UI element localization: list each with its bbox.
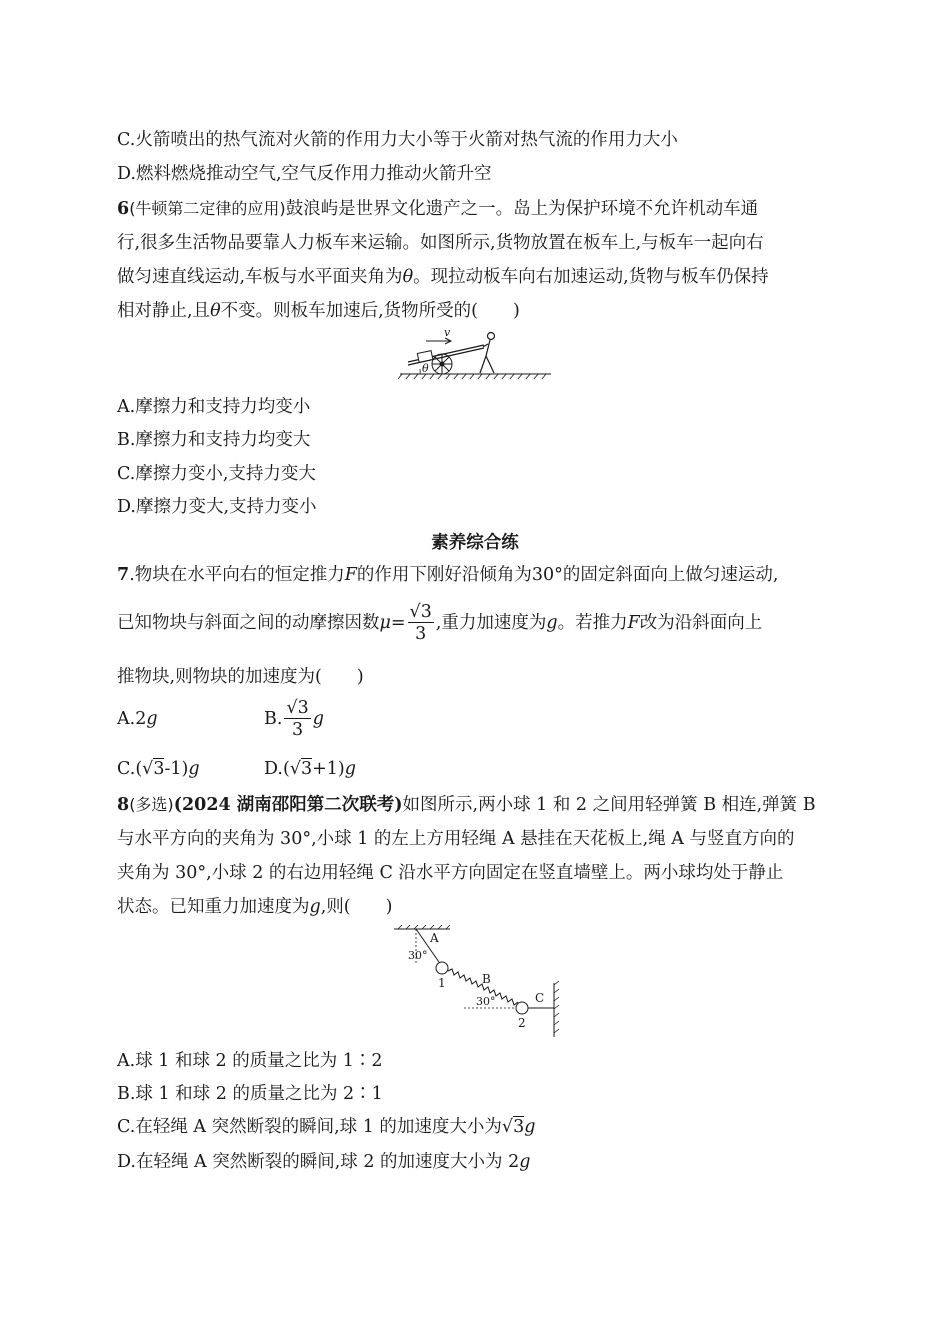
label-a: A — [430, 931, 439, 945]
cargo-box — [417, 351, 433, 363]
q8-option-a: A.球 1 和球 2 的质量之比为 1∶2 — [117, 1051, 383, 1071]
q7-force: F — [627, 613, 640, 633]
q6-text: 做匀速直线运动,车板与水平面夹角为 — [117, 267, 403, 287]
q8-option-d — [117, 1150, 530, 1174]
q8-text: 状态。已知重力加速度为 — [117, 897, 310, 917]
q7-text: ,重力加速度为 — [435, 613, 547, 633]
q6-stem-line4 — [117, 299, 520, 323]
wall — [554, 981, 559, 1037]
q6-option-b: B.摩擦力和支持力均变大 — [117, 430, 311, 450]
q6-text: 。现拉动板车向右加速运动,货物与板车仍保持 — [413, 267, 769, 287]
q6-text: 鼓浪屿是世界文化遗产之一。岛上为保护环境不允许机动车通 — [285, 199, 759, 219]
q8-g: g — [519, 1152, 531, 1172]
q7-equals: = — [390, 613, 406, 633]
q6-number: 6 — [117, 199, 130, 219]
q8-text: 如图所示,两小球 1 和 2 之间用轻弹簧 B 相连,弹簧 B — [402, 795, 816, 815]
q6-cart-figure — [398, 326, 553, 381]
q6-option-a: A.摩擦力和支持力均变小 — [117, 397, 311, 417]
velocity-label: v — [444, 326, 451, 339]
q7-opt-b-fraction — [284, 698, 310, 741]
radical-sign: √ — [286, 698, 298, 718]
q8-option-c — [117, 1115, 535, 1139]
theta-label: θ — [422, 362, 429, 375]
q6-theta: θ — [210, 301, 221, 321]
q7-opt-b-num: 3 — [297, 698, 309, 718]
q8-stem-line3: 夹角为 30°,小球 2 的右边用轻绳 C 沿水平方向固定在竖直墙壁上。两小球均处于静止 — [117, 863, 784, 883]
q6-text: 不变。则板车加速后,货物所受的( ) — [220, 301, 520, 321]
q7-opt-b-den: 3 — [292, 720, 304, 740]
q7-mu: μ — [379, 613, 391, 633]
q6-theta: θ — [402, 267, 414, 287]
ground — [398, 374, 551, 379]
q6-option-c: C.摩擦力变小,支持力变大 — [117, 464, 316, 484]
q7-text: 。若推力 — [557, 613, 628, 633]
q8-option-b: B.球 1 和球 2 的质量之比为 2∶1 — [117, 1084, 383, 1104]
q8-stem-line2: 与水平方向的夹角为 30°,小球 1 的左上方用轻绳 A 悬挂在天花板上,绳 A 与竖直方向的 — [117, 829, 795, 849]
q8-number: 8 — [117, 795, 130, 815]
label-c: C — [535, 991, 545, 1005]
angle-top-label: 30° — [408, 949, 428, 962]
q7-stem-line3: 推物块,则物块的加速度为( ) — [117, 667, 364, 687]
q7-text: 的作用下刚好沿倾角为30°的固定斜面向上做匀速运动, — [356, 565, 779, 585]
ceiling — [394, 925, 450, 929]
q7-opt-c-text: C.( — [117, 759, 143, 779]
q8-spring-figure — [392, 925, 562, 1040]
q7-text: 改为沿斜面向上 — [639, 613, 763, 633]
angle-bottom-label: 30° — [476, 995, 496, 1008]
q7-option-d — [264, 757, 356, 781]
q5-option-d: D.燃料燃烧推动空气,空气反作用力推动火箭升空 — [117, 164, 492, 184]
ball-1 — [436, 962, 448, 974]
q7-opt-a-text: A.2 — [117, 709, 147, 729]
q7-frac-num: 3 — [420, 602, 432, 622]
q8-opt-c-rad: 3 — [513, 1117, 525, 1137]
ball-2 — [516, 1002, 528, 1014]
q7-g: g — [146, 709, 158, 729]
section-heading: 素养综合练 — [431, 533, 519, 553]
radical-sign: √ — [501, 1117, 514, 1137]
q6-stem-line2: 行,很多生活物品要靠人力板车来运输。如图所示,货物放置在板车上,与板车一起向右 — [117, 233, 764, 253]
q8-stem-line1 — [117, 793, 816, 817]
q7-g: g — [344, 759, 356, 779]
cart-wheel — [432, 354, 452, 374]
q7-force: F — [344, 565, 357, 585]
q6-stem-line3 — [117, 265, 769, 289]
q8-g: g — [524, 1117, 536, 1137]
q7-g: g — [546, 613, 558, 633]
person-pulling — [480, 333, 495, 374]
q7-text: .物块在水平向右的恒定推力 — [129, 565, 345, 585]
q6-text: 相对静止,且 — [117, 301, 211, 321]
q8-stem-line4 — [117, 895, 392, 919]
q7-opt-b-text: B. — [264, 709, 283, 729]
q6-option-d: D.摩擦力变大,支持力变小 — [117, 497, 317, 517]
q7-stem-line1 — [117, 563, 779, 587]
q6-stem-line1 — [117, 197, 758, 221]
q7-mu-fraction — [408, 602, 434, 645]
q8-tag: (多选) — [129, 795, 174, 814]
q8-opt-d-text: D.在轻绳 A 突然断裂的瞬间,球 2 的加速度大小为 2 — [117, 1152, 520, 1172]
radical-sign: √ — [409, 602, 421, 622]
label-1: 1 — [438, 976, 446, 990]
label-2: 2 — [518, 1016, 526, 1030]
q7-g: g — [312, 709, 324, 729]
q7-opt-d-rad: 3 — [300, 759, 313, 779]
q8-text: ,则( ) — [320, 897, 393, 917]
radical-sign: √ — [142, 759, 154, 779]
q7-stem-line2 — [117, 600, 762, 646]
q7-option-a — [117, 707, 158, 731]
radical-sign: √ — [289, 759, 301, 779]
q8-source: (2024 湖南邵阳第二次联考) — [173, 795, 403, 815]
q7-g: g — [188, 759, 200, 779]
q7-frac-den: 3 — [415, 624, 427, 644]
q7-opt-c-text: -1) — [164, 759, 189, 779]
q7-opt-d-text: +1) — [312, 759, 345, 779]
q7-text: 已知物块与斜面之间的动摩擦因数 — [117, 613, 380, 633]
q5-option-c: C.火箭喷出的热气流对火箭的作用力大小等于火箭对热气流的作用力大小 — [117, 130, 678, 150]
q6-tag: (牛顿第二定律的应用) — [129, 199, 286, 218]
q7-opt-d-text: D.( — [264, 759, 290, 779]
q8-g: g — [309, 897, 321, 917]
q7-option-c — [117, 757, 200, 781]
q7-option-b — [264, 697, 324, 741]
q7-opt-c-rad: 3 — [153, 759, 165, 779]
q7-number: 7 — [117, 565, 130, 585]
q8-opt-c-text: C.在轻绳 A 突然断裂的瞬间,球 1 的加速度大小为 — [117, 1117, 502, 1137]
label-b: B — [482, 972, 491, 986]
